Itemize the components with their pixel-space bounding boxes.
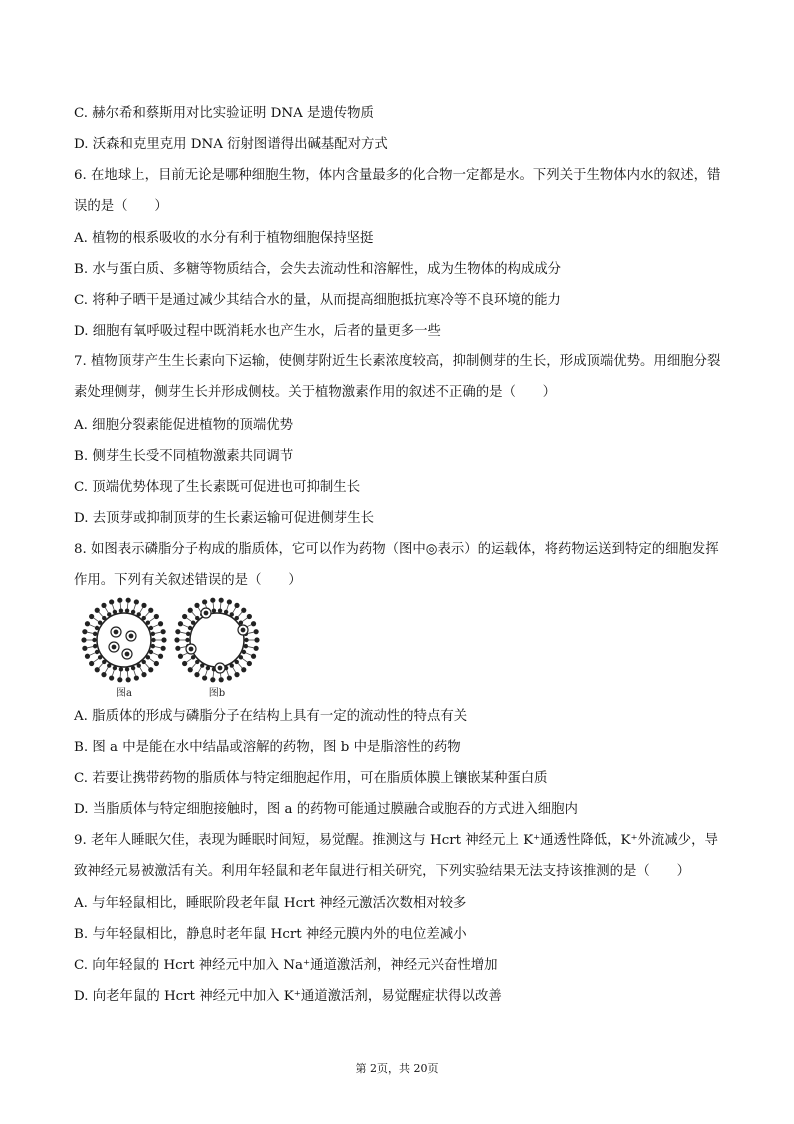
q6-option-d: D. 细胞有氧呼吸过程中既消耗水也产生水，后者的量更多一些	[74, 324, 441, 339]
lipid-head-outer	[117, 598, 122, 603]
liposome-figure	[70, 594, 280, 704]
lipid-head-outer	[227, 599, 232, 604]
lipid-tail	[112, 604, 114, 610]
lipid-head-outer	[154, 661, 159, 666]
q8-option-c: C. 若要让携带药物的脂质体与特定细胞起作用，可在脂质体膜上镶嵌某种蛋白质	[74, 771, 548, 786]
lipid-tail	[94, 618, 99, 622]
lipid-head-outer	[158, 654, 163, 659]
q9-option-d: D. 向老年鼠的 Hcrt 神经元中加入 K⁺通道激活剂，易觉醒症状得以改善	[74, 989, 502, 1004]
lipid-tail	[155, 632, 161, 633]
lipid-head-outer	[234, 603, 239, 608]
lipid-tail	[213, 603, 214, 609]
lipid-tail	[227, 670, 229, 676]
lipid-head-inner	[113, 610, 117, 614]
lipid-head-outer	[101, 603, 106, 608]
lipid-tail	[140, 608, 143, 613]
lipid-head-inner	[125, 667, 129, 671]
lipid-head-outer	[178, 654, 183, 659]
q5-option-c: C. 赫尔希和蔡斯用对比实验证明 DNA 是遗传物质	[74, 106, 374, 121]
lipid-tail	[134, 604, 136, 610]
q5-option-d: D. 沃森和克里克用 DNA 衍射图谱得出碱基配对方式	[74, 137, 388, 152]
lipid-head-outer	[81, 637, 86, 642]
lipid-tail	[153, 653, 158, 655]
lipid-head-outer	[251, 621, 256, 626]
lipid-head-outer	[178, 621, 183, 626]
lipid-tail	[205, 670, 207, 676]
lipid-head-inner	[119, 608, 123, 612]
q8-option-b: B. 图 a 中是能在水中结晶或溶解的药物，图 b 中是脂溶性的药物	[74, 740, 461, 755]
lipid-head-outer	[227, 675, 232, 680]
lipid-tail	[180, 632, 186, 633]
lipid-head-inner	[95, 626, 99, 630]
lipid-tail	[87, 647, 93, 648]
lipid-head-outer	[158, 621, 163, 626]
lipid-tail	[213, 671, 214, 677]
lipid-head-outer	[254, 646, 259, 651]
lipid-head-outer	[202, 675, 207, 680]
lipid-head-inner	[244, 638, 248, 642]
lipid-head-inner	[149, 650, 153, 654]
lipid-head-inner	[242, 650, 246, 654]
lipid-head-outer	[175, 629, 180, 634]
lipid-head-inner	[200, 663, 204, 667]
lipid-tail	[180, 647, 186, 648]
liposome-a	[81, 598, 166, 683]
lipid-tail	[238, 612, 242, 616]
lipid-tail	[227, 604, 229, 610]
lipid-head-inner	[93, 644, 97, 648]
lipid-head-outer	[82, 629, 87, 634]
q8-option-d: D. 当脂质体与特定细胞接触时，图 a 的药物可能通过膜融合或胞吞的方式进入细胞内	[74, 802, 578, 817]
lipid-head-inner	[137, 612, 141, 616]
lipid-head-outer	[161, 629, 166, 634]
lipid-head-outer	[85, 621, 90, 626]
liposome-diagram	[70, 594, 280, 704]
lipid-head-outer	[234, 672, 239, 677]
lipid-tail	[198, 667, 201, 672]
q6-option-c: C. 将种子晒干是通过减少其结合水的量，从而提高细胞抵抗寒冷等不良环境的能力	[74, 293, 561, 308]
lipid-head-outer	[251, 654, 256, 659]
lipid-head-outer	[182, 614, 187, 619]
lipid-tail	[220, 603, 221, 609]
lipid-head-inner	[218, 608, 222, 612]
lipid-tail	[153, 625, 158, 627]
lipid-tail	[120, 671, 121, 677]
lipid-head-outer	[194, 603, 199, 608]
lipid-head-inner	[137, 663, 141, 667]
lipid-head-inner	[92, 638, 96, 642]
lipid-head-inner	[119, 667, 123, 671]
lipid-head-inner	[206, 666, 210, 670]
lipid-tail	[155, 647, 161, 648]
lipid-tail	[90, 653, 95, 655]
lipid-tail	[192, 663, 196, 667]
lipid-tail	[105, 608, 108, 613]
lipid-head-outer	[202, 599, 207, 604]
q9-stem: 9. 老年人睡眠欠佳，表现为睡眠时间短，易觉醒。推测这与 Hcrt 神经元上 K⁺通透性降低，K⁺外流减少，导致神经元易被激活有关。利用年轻鼠和老年鼠进行相关研究，下列实验结果无法支持该推测的是（ ）	[74, 833, 718, 879]
lipid-tail	[242, 659, 247, 663]
lipid-head-inner	[151, 632, 155, 636]
lipid-tail	[140, 667, 143, 672]
lipid-head-outer	[175, 646, 180, 651]
lipid-head-inner	[113, 666, 117, 670]
q7-stem: 7. 植物顶芽产生生长素向下运输，使侧芽附近生长素浓度较高，抑制侧芽的生长，形成顶端优势。用细胞分裂素处理侧芽，侧芽生长并形成侧枝。关于植物激素作用的叙述不正确的是（ ）	[74, 354, 721, 400]
lipid-head-inner	[95, 650, 99, 654]
lipid-head-outer	[254, 629, 259, 634]
lipid-tail	[99, 612, 103, 616]
lipid-tail	[127, 603, 128, 609]
lipid-head-outer	[210, 598, 215, 603]
lipid-head-outer	[126, 677, 131, 682]
lipid-head-inner	[224, 610, 228, 614]
lipid-tail	[248, 632, 254, 633]
lipid-head-inner	[212, 608, 216, 612]
lipid-tail	[149, 659, 154, 663]
drug-icon	[109, 627, 136, 659]
q9-option-c: C. 向年轻鼠的 Hcrt 神经元中加入 Na⁺通道激活剂，神经元兴奋性增加	[74, 958, 498, 973]
lipid-tail	[233, 608, 236, 613]
lipid-head-outer	[109, 675, 114, 680]
lipid-tail	[145, 612, 149, 616]
lipid-tail	[192, 612, 196, 616]
lipid-head-outer	[194, 672, 199, 677]
lipid-head-outer	[126, 598, 131, 603]
lipid-tail	[105, 667, 108, 672]
lipid-tail	[187, 618, 192, 622]
lipid-head-outer	[154, 614, 159, 619]
lipid-head-inner	[131, 610, 135, 614]
lipid-head-outer	[247, 661, 252, 666]
lipid-tail	[248, 647, 254, 648]
lipid-head-outer	[134, 675, 139, 680]
q7-option-a: A. 细胞分裂素能促进植物的顶端优势	[74, 418, 294, 433]
lipid-head-outer	[89, 614, 94, 619]
lipid-head-outer	[182, 661, 187, 666]
lipid-tail	[187, 659, 192, 663]
lipid-head-outer	[134, 599, 139, 604]
figure-b-label: 图b	[208, 688, 226, 699]
lipid-head-outer	[219, 598, 224, 603]
q6-option-a: A. 植物的根系吸收的水分有利于植物细胞保持坚挺	[74, 231, 374, 246]
lipid-head-inner	[185, 638, 189, 642]
q8-stem: 8. 如图表示磷脂分子构成的脂质体，它可以作为药物（图中◎表示）的运载体，将药物运送到特定的细胞发挥作用。下列有关叙述错误的是（ ）	[74, 542, 719, 588]
lipid-head-inner	[151, 644, 155, 648]
lipid-head-outer	[174, 637, 179, 642]
lipid-head-inner	[107, 663, 111, 667]
lipid-head-inner	[107, 612, 111, 616]
lipid-tail	[183, 625, 188, 627]
lipid-head-inner	[151, 638, 155, 642]
q6-stem: 6. 在地球上，目前无论是哪种细胞生物，体内含量最多的化合物一定都是水。下列关于生物体内水的叙述，错误的是（ ）	[74, 168, 721, 214]
lipid-head-outer	[219, 677, 224, 682]
lipid-head-outer	[85, 654, 90, 659]
lipid-head-outer	[141, 672, 146, 677]
lipid-head-outer	[254, 637, 259, 642]
lipid-head-outer	[161, 646, 166, 651]
lipid-tail	[90, 625, 95, 627]
lipid-head-inner	[125, 608, 129, 612]
lipid-tail	[246, 653, 251, 655]
lipid-head-inner	[93, 632, 97, 636]
q9-option-b: B. 与年轻鼠相比，静息时老年鼠 Hcrt 神经元膜内外的电位差减小	[74, 927, 467, 942]
q7-option-b: B. 侧芽生长受不同植物激素共同调节	[74, 449, 294, 464]
lipid-tail	[233, 667, 236, 672]
lipid-head-outer	[141, 603, 146, 608]
lipid-head-outer	[89, 661, 94, 666]
lipid-head-outer	[161, 637, 166, 642]
lipid-head-inner	[244, 644, 248, 648]
lipid-tail	[99, 663, 103, 667]
lipid-tail	[134, 670, 136, 676]
q6-option-b: B. 水与蛋白质、多糖等物质结合，会失去流动性和溶解性，成为生物体的构成成分	[74, 262, 562, 277]
lipid-head-outer	[247, 614, 252, 619]
lipid-tail	[112, 670, 114, 676]
lipid-tail	[149, 618, 154, 622]
page-footer: 第 2页，共 20页	[355, 1062, 439, 1075]
lipid-tail	[127, 671, 128, 677]
lipid-tail	[242, 618, 247, 622]
lipid-head-outer	[82, 646, 87, 651]
lipid-tail	[87, 632, 93, 633]
lipid-head-inner	[230, 663, 234, 667]
lipid-tail	[94, 659, 99, 663]
lipid-head-outer	[210, 677, 215, 682]
lipid-tail	[238, 663, 242, 667]
lipid-head-outer	[109, 599, 114, 604]
lipid-head-inner	[230, 612, 234, 616]
lipid-head-outer	[101, 672, 106, 677]
lipid-tail	[145, 663, 149, 667]
q8-option-a: A. 脂质体的形成与磷脂分子在结构上具有一定的流动性的特点有关	[74, 709, 468, 724]
lipid-head-inner	[149, 626, 153, 630]
lipid-head-inner	[188, 626, 192, 630]
q7-option-c: C. 顶端优势体现了生长素既可促进也可抑制生长	[74, 480, 361, 495]
q7-option-d: D. 去顶芽或抑制顶芽的生长素运输可促进侧芽生长	[74, 511, 374, 526]
figure-a-label: 图a	[116, 688, 132, 699]
lipid-head-outer	[117, 677, 122, 682]
lipid-head-inner	[131, 666, 135, 670]
q9-option-a: A. 与年轻鼠相比，睡眠阶段老年鼠 Hcrt 神经元激活次数相对较多	[74, 896, 467, 911]
lipid-head-inner	[186, 632, 190, 636]
lipid-tail	[120, 603, 121, 609]
